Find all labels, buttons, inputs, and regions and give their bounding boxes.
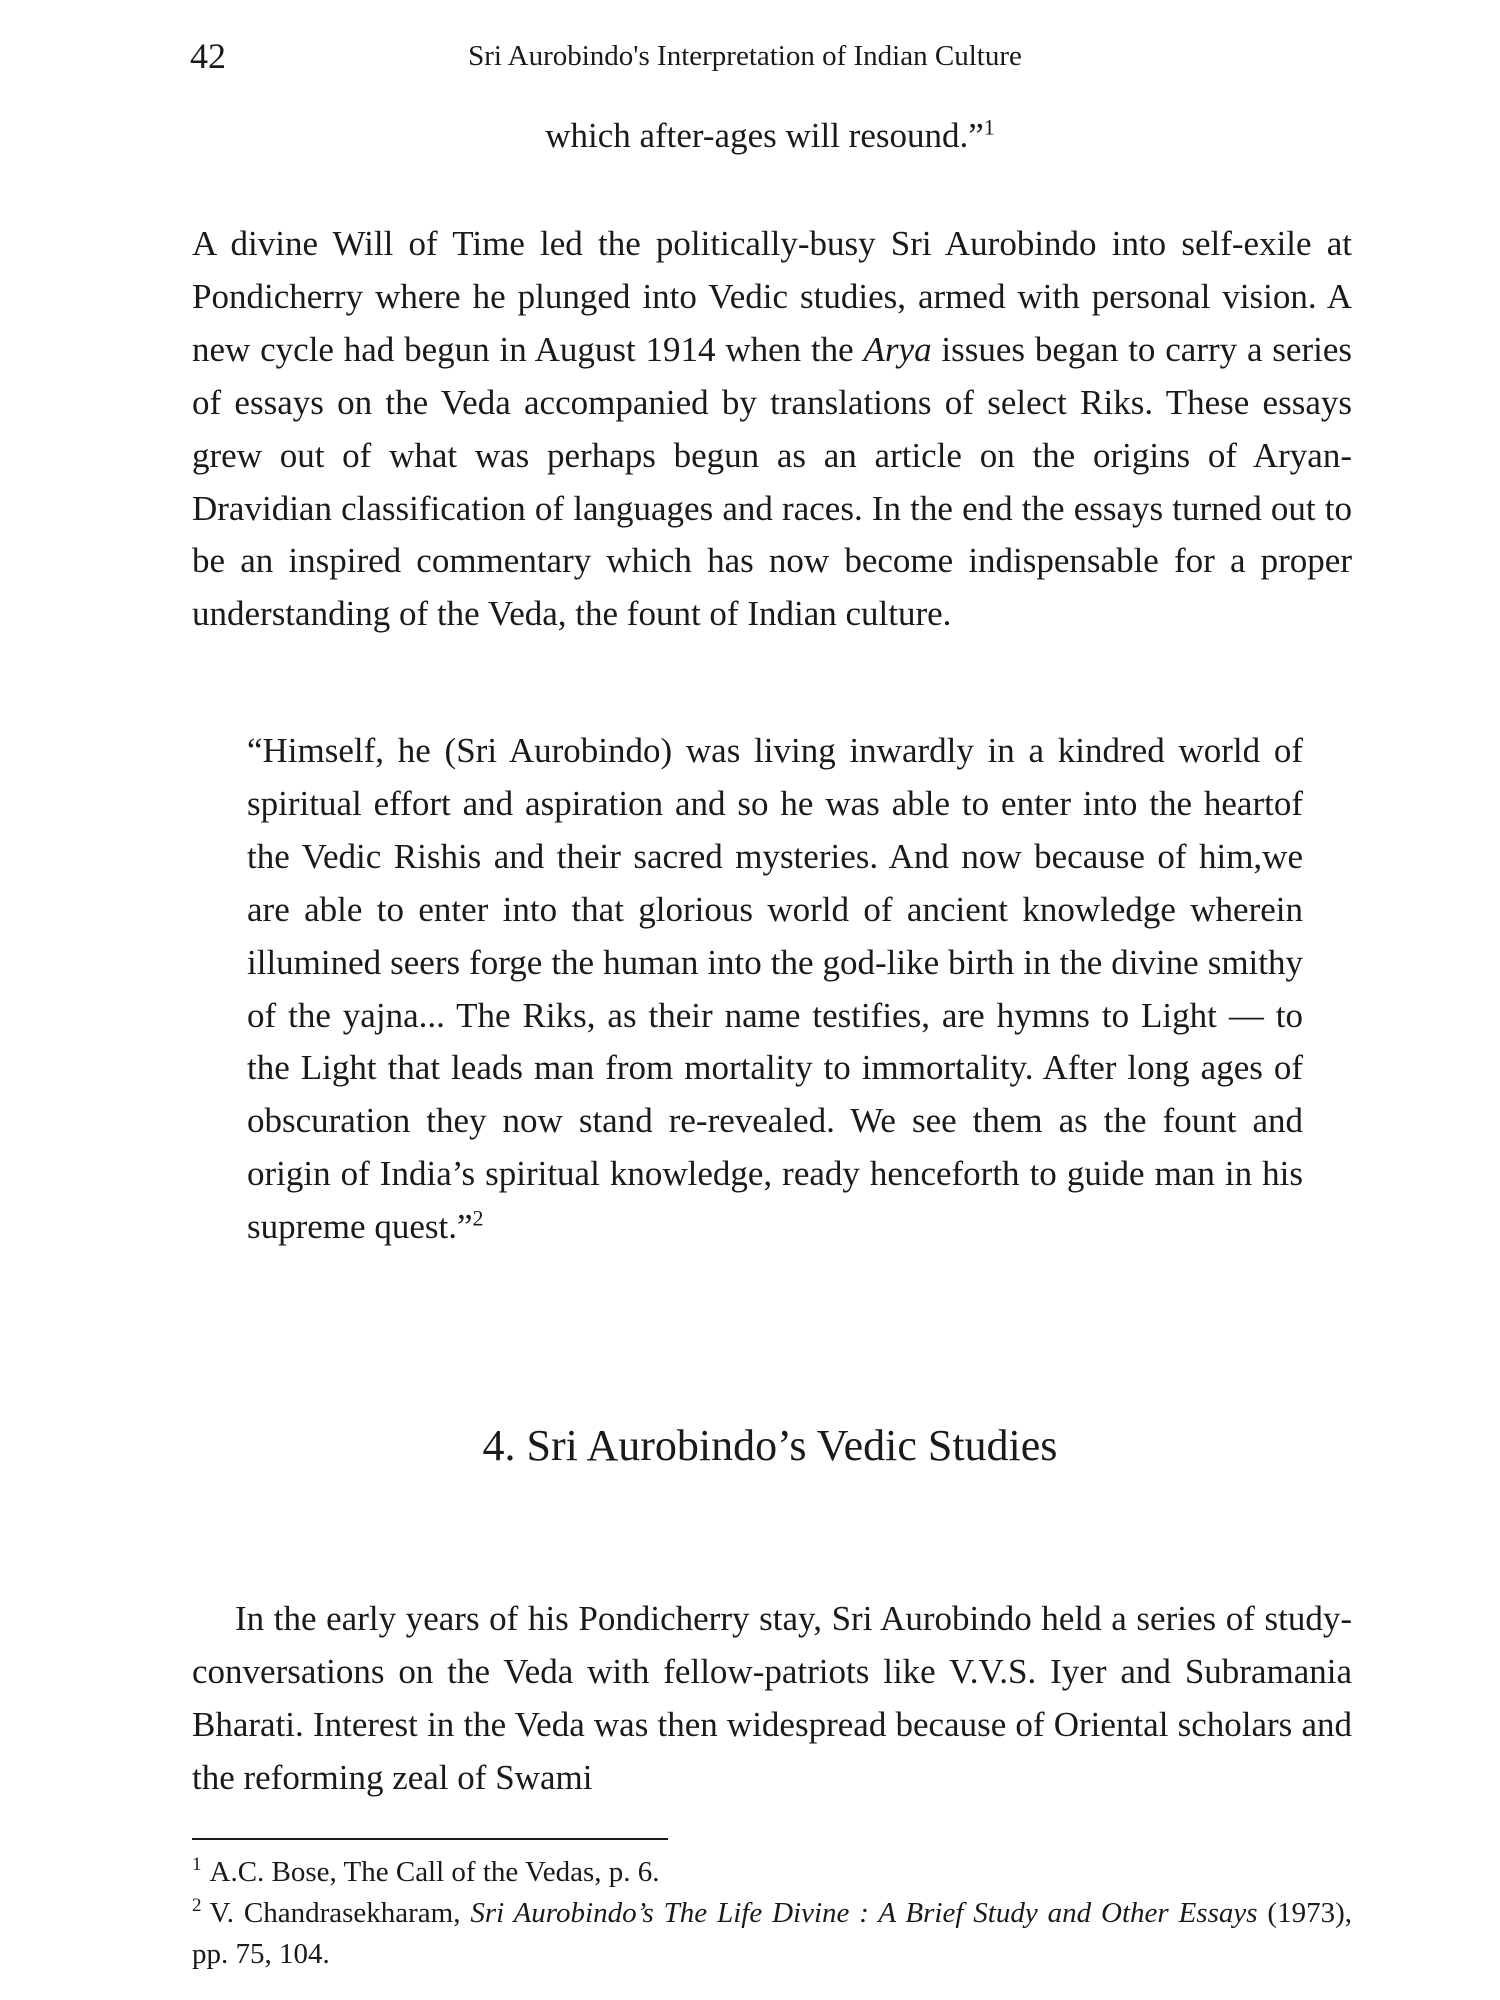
paragraph-2-text: In the early years of his Pondicherry stay, Sri Aurobindo held a series of study-conversations on the Veda with fellow-patriots like V.V.S. Iyer and Subramania Bharati. Interest in the Veda was then widespread because of Oriental scholars and the reforming zeal of [192,1599,1352,1797]
footnote-2-details: (1973), pp. 75, 104. [192,1897,1352,1970]
paragraph-1-text-b: issues began to carry a series of essays on the Veda accompanied by translations of select Riks. These essays grew out of what was perhaps begun as an article on the origins of Aryan-Dravidian classification of languages and races. In the end the essays turned out to be an inspired commentary which has now become indispensable for a proper understanding of the Veda, the fount of Indian culture. [192,329,1352,634]
footnote-1 [192,1852,1352,1893]
journal-title-arya: Arya [863,329,932,369]
footnote-divider [192,1838,668,1840]
quote-continuation-text: which after-ages will resound.” [545,116,984,155]
footnote-1-text: A.C. Bose, The Call of the Vedas, p. 6. [209,1856,660,1888]
footnote-ref-1: 1 [983,114,995,140]
footnote-ref-2: 2 [472,1205,484,1231]
section-heading: 4. Sri Aurobindo’s Vedic Studies [482,1421,1058,1470]
running-head: Sri Aurobindo's Interpretation of Indian Culture [468,40,1022,72]
footnotes [192,1852,1352,1975]
footnote-2 [192,1893,1352,1975]
quote-continuation [190,112,1350,160]
block-quotation-text: “Himself, he (Sri Aurobindo) was living inwardly in a kindred world of spiritual effort and aspiration and so he was able to enter into the heartof the Vedic Rishis and their sacred mysteries. And now because of him,we are able to enter into that glorious world of ancient knowledge wherein illumined seers forge the human into the god-like birth in the divine smithy of the yajna... The Riks, as their name testifies, are hymns to Light — to the Light that leads man from mortality to immortality. After long ages of obscuration they now stand re-revealed. We see them as the fount and origin of India’s spiritual knowledge, ready henceforth to guide man in his supreme quest.” [247,731,1303,1247]
page-number: 42 [190,36,226,76]
footnote-2-author: V. Chandrasekharam, [209,1897,471,1929]
body-paragraph-1 [192,218,1352,641]
body-paragraph-2 [192,1593,1352,1805]
block-quotation [247,725,1303,1254]
footnote-1-number: 1 [192,1854,202,1876]
paragraph-2-last-word: Swami [495,1757,593,1797]
footnote-2-number: 2 [192,1895,202,1917]
footnote-2-title: Sri Aurobindo’s The Life Divine : A Brief Study and Other Essays [470,1897,1258,1929]
paragraph-1-text-a: A divine Will of Time led the politically-busy Sri Aurobindo into self-exile at Pondicherry where he plunged into Vedic studies, armed with personal vision. A new cycle had begun in August 1914 when the [192,224,1352,369]
